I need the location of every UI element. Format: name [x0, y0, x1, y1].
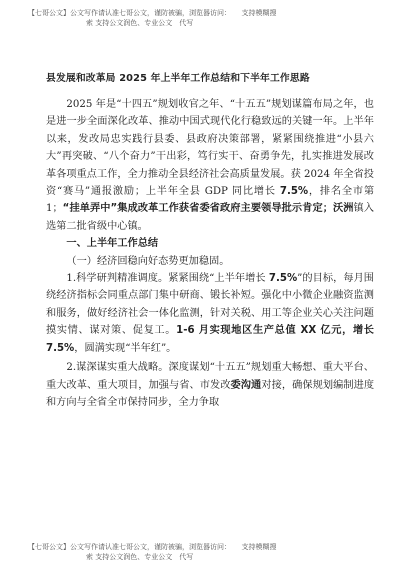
intro-text-3: 镇入选第二批省级中心镇。 — [46, 203, 375, 232]
intro-text-1: 2025 年是“十四五”规划收官之年、“十五五”规划谋篇布局之年，也是进一步全面深化改革、推动中国式现代化行稳致远的关键一年。上半年以来，发改局忠实践行县委、县政府决策部署，紧紧围绕推进“小县六大”再突破、“八个奋力”干出彩，笃行实干、奋勇争先，扎实推进发展改革各项重点工作，全力推动全县经济社会高质量发展。获 2024 年全省投资“赛马”通报激励；上半年全县 GDP 同比增长 — [46, 99, 374, 198]
item-1-bold-target: 7.5% — [268, 273, 298, 285]
item-2-lead: 2.谋深谋实重大战略。深度谋划“十五五”规划重大畅想、重大平台、重大改革、重大项目，加强与省、市发改 — [46, 362, 374, 391]
item-1-paragraph — [46, 270, 374, 357]
item-2-rest: 对接，确保规划编制进度和方向与全省全市保持同步，全力争取 — [46, 379, 375, 408]
intro-bold-reform: “挂单弄中”集成改革工作获省委省政府主要领导批示肯定；沃洲 — [62, 203, 354, 215]
bottom-promo-banner — [28, 542, 390, 562]
item-1-end: ，圆满实现“半年红”。 — [74, 342, 177, 354]
section-heading-2: （一）经济回稳向好态势更加稳固。 — [66, 255, 230, 267]
item-2-paragraph — [46, 359, 374, 411]
top-banner-line-1: 【七哥公文】公文写作请认准七哥公文，谨防被骗，浏览器访问： 支持模糊搜 — [28, 9, 277, 17]
section-heading-1: 一、上半年工作总结 — [66, 238, 159, 250]
top-banner-line-2: 索 支持公文润色、专业公文 代写 — [86, 19, 194, 27]
document-title: 县发展和改革局 2025 年上半年工作总结和下半年工作思路 — [46, 73, 310, 84]
intro-bold-growth: 7.5% — [279, 186, 309, 198]
bottom-banner-line-2: 索 支持公文润色、专业公文 代写 — [86, 553, 194, 561]
item-2-bold: 委沟通 — [230, 379, 262, 391]
bottom-banner-line-1: 【七哥公文】公文写作请认准七哥公文，谨防被骗，浏览器访问： 支持模糊搜 — [28, 543, 277, 551]
item-1-rest: ”的目标，每月围绕经济指标会同重点部门集中研商、锻长补短。强化中小微企业融资监测和服务，做好经济社会一体化监测，针对关税、用工等企业关心关注问题摸实情、谋对策、促复工。 — [46, 273, 374, 337]
intro-paragraph — [46, 96, 374, 235]
item-1-lead: 1.科学研判精准调度。紧紧围绕“上半年增长 — [66, 273, 269, 285]
item-1-bold-gdp: 1-6 月实现地区生产总值 XX 亿元，增长 7.5% — [46, 325, 374, 354]
document-body — [46, 96, 374, 411]
top-promo-banner — [28, 8, 390, 28]
intro-text-2: ，排名全市第 1； — [46, 186, 375, 215]
